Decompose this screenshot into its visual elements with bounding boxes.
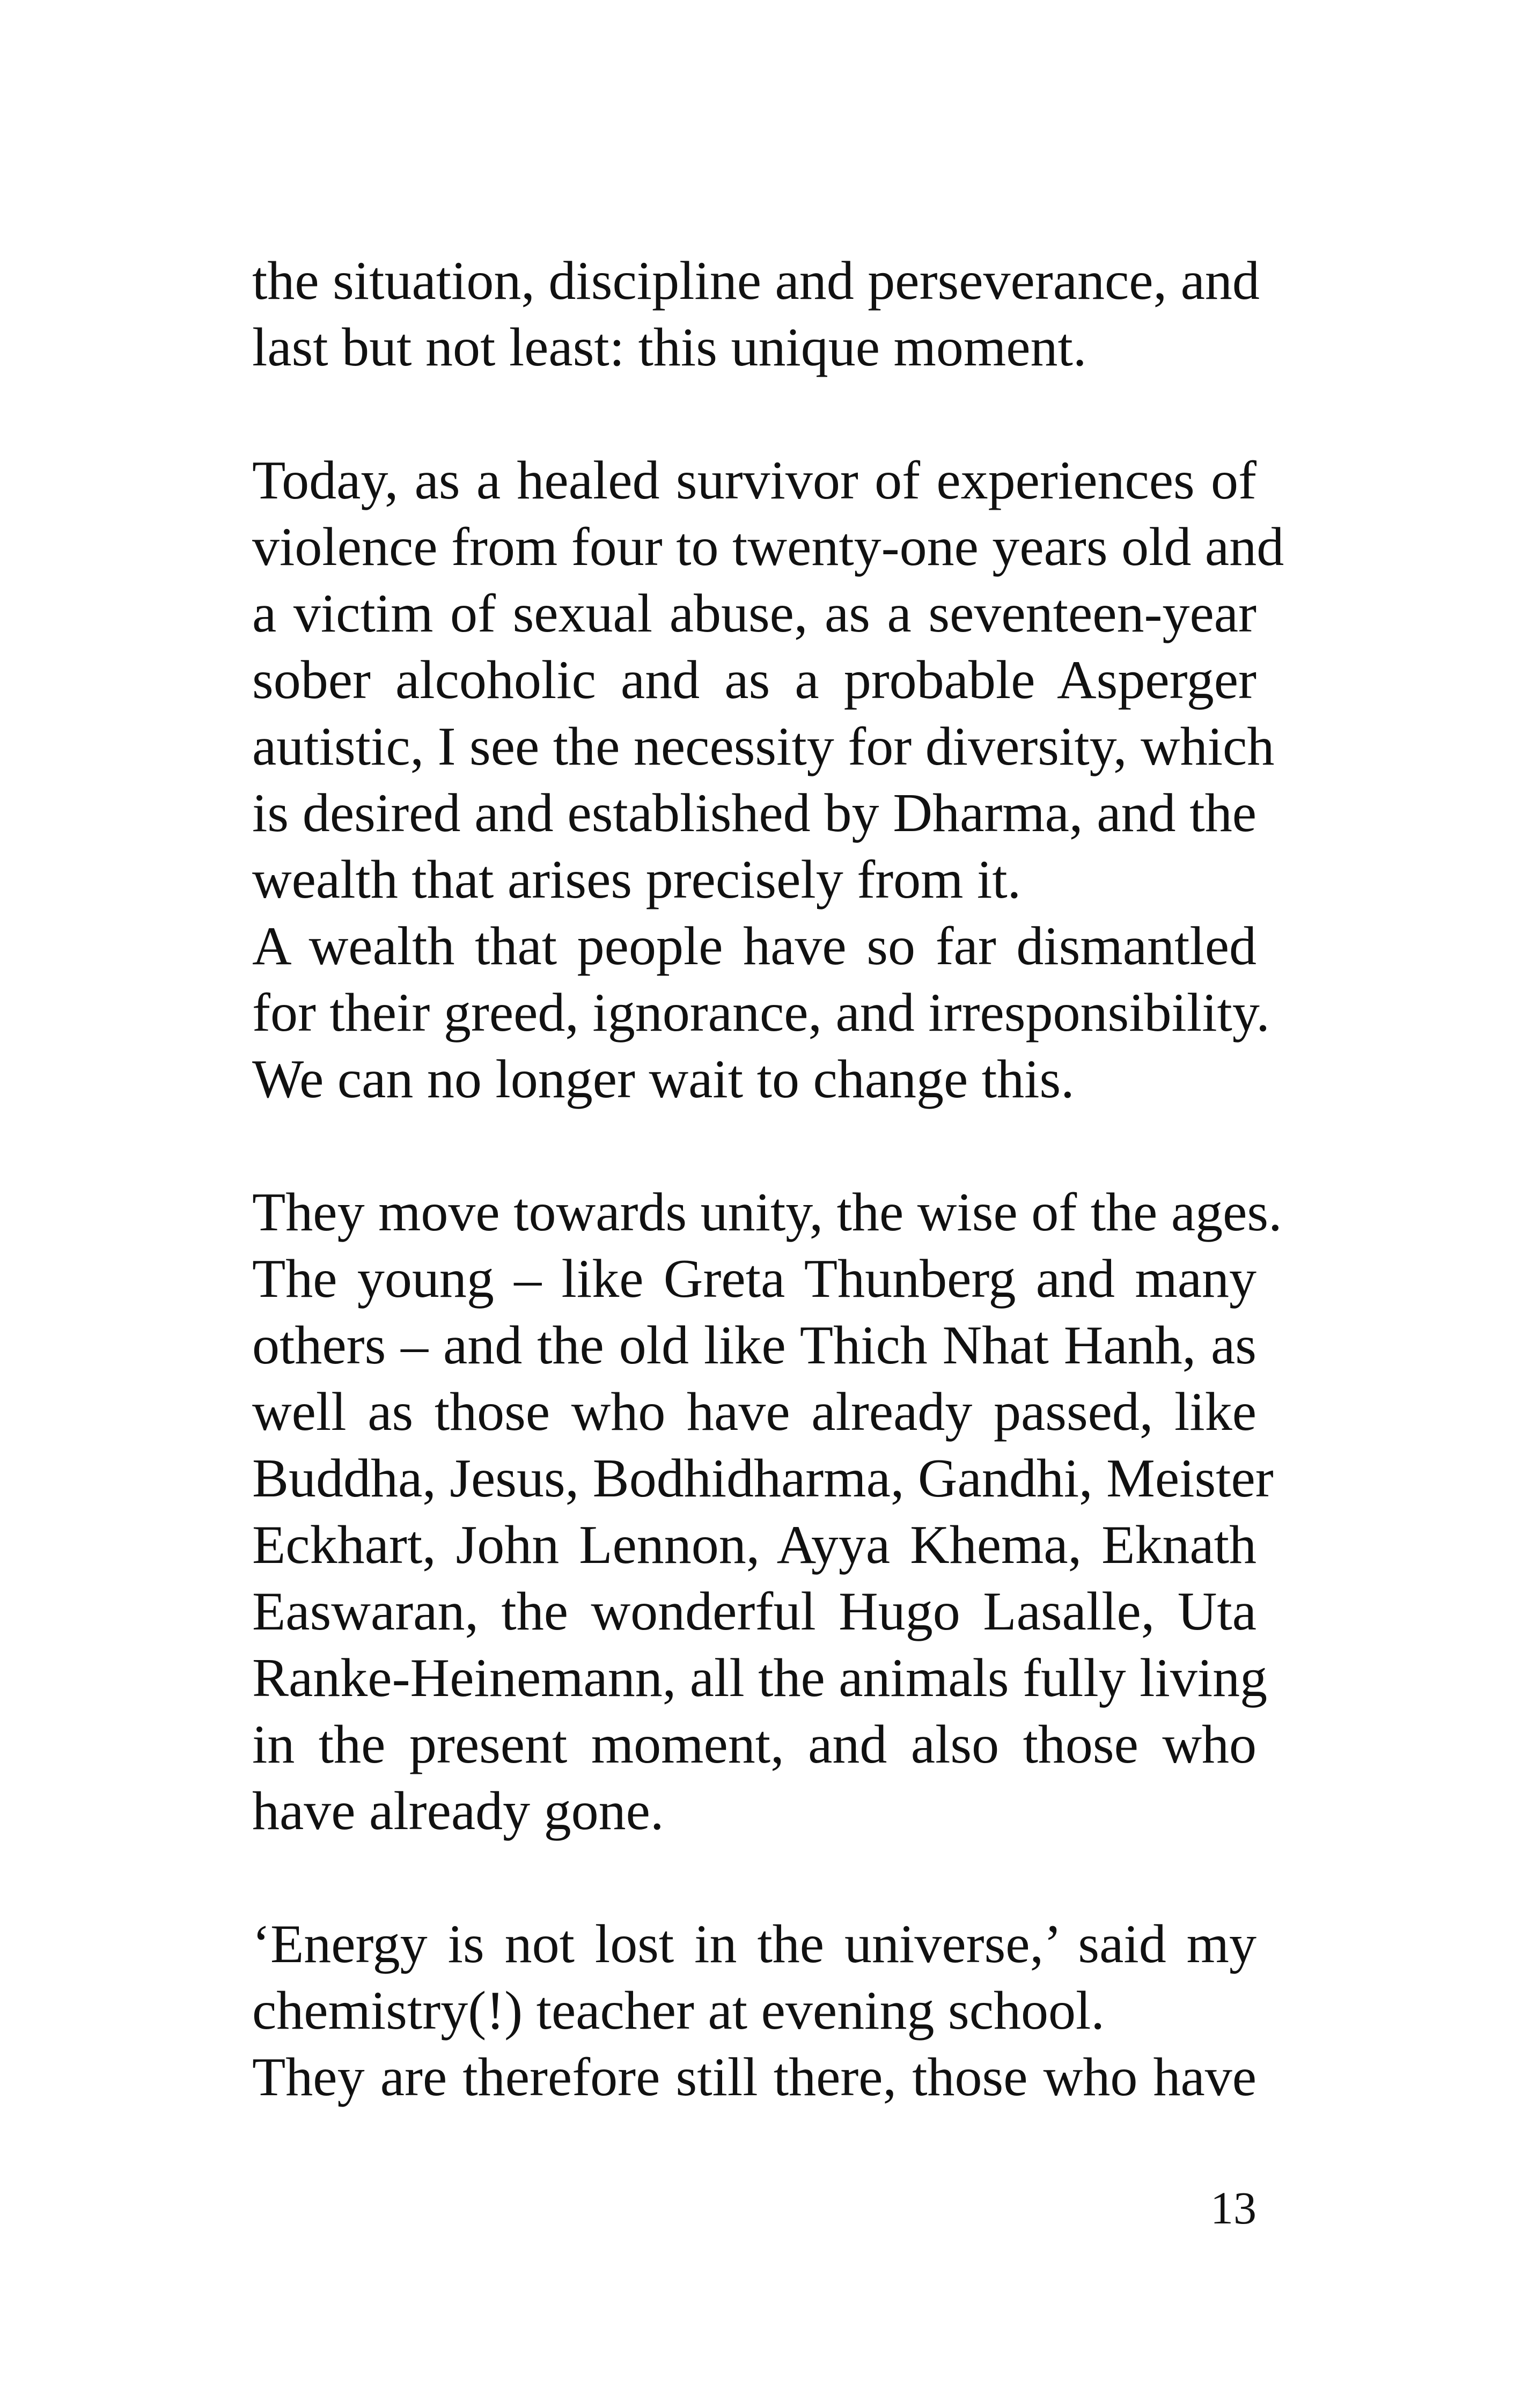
- text-line: Today, as a healed survivor of experiences of: [252, 450, 1257, 511]
- paragraph-spacer: [252, 1845, 1257, 1911]
- text-line: wealth that arises precisely from it.: [252, 849, 1022, 910]
- body-text: [252, 248, 1284, 2111]
- text-line: others – and the old like Thich Nhat Hanh, as: [252, 1315, 1257, 1376]
- text-line: They move towards unity, the wise of the ages.: [252, 1182, 1282, 1243]
- text-line: Ranke-Heinemann, all the animals fully living: [252, 1648, 1268, 1708]
- text-line: for their greed, ignorance, and irresponsibility.: [252, 982, 1270, 1043]
- page-number: 13: [1210, 2182, 1257, 2234]
- text-line: Eckhart, John Lennon, Ayya Khema, Eknath: [252, 1515, 1257, 1575]
- text-line: the situation, discipline and perseverance, and: [252, 251, 1260, 311]
- text-line: have already gone.: [252, 1781, 664, 1841]
- text-line: well as those who have already passed, like: [252, 1382, 1257, 1442]
- text-line: We can no longer wait to change this.: [252, 1049, 1075, 1110]
- text-line: Buddha, Jesus, Bodhidharma, Gandhi, Meister: [252, 1448, 1274, 1509]
- paragraph-spacer: [252, 381, 1257, 447]
- paragraph-1: [252, 248, 1260, 381]
- paragraph-6: [252, 2044, 1257, 2111]
- text-line: last but not least: this unique moment.: [252, 317, 1087, 378]
- paragraph-3: [252, 913, 1270, 1113]
- paragraph-4: [252, 1179, 1282, 1845]
- text-line: in the present moment, and also those who: [252, 1714, 1257, 1775]
- text-line: is desired and established by Dharma, and the: [252, 783, 1257, 843]
- text-line: The young – like Greta Thunberg and many: [252, 1249, 1257, 1309]
- text-line: They are therefore still there, those who have: [252, 2047, 1257, 2108]
- text-line: ‘Energy is not lost in the universe,’ said my: [252, 1914, 1257, 1974]
- text-line: autistic, I see the necessity for diversity, which: [252, 716, 1275, 777]
- text-line: violence from four to twenty-one years old and: [252, 517, 1284, 577]
- text-line: a victim of sexual abuse, as a seventeen-year: [252, 583, 1257, 644]
- text-line: A wealth that people have so far dismantled: [252, 916, 1257, 977]
- text-line: sober alcoholic and as a probable Asperger: [252, 650, 1257, 710]
- text-line: Easwaran, the wonderful Hugo Lasalle, Uta: [252, 1581, 1257, 1642]
- paragraph-5: [252, 1911, 1257, 2044]
- paragraph-spacer: [252, 1113, 1257, 1179]
- text-line: chemistry(!) teacher at evening school.: [252, 1980, 1105, 2041]
- paragraph-2: [252, 447, 1284, 913]
